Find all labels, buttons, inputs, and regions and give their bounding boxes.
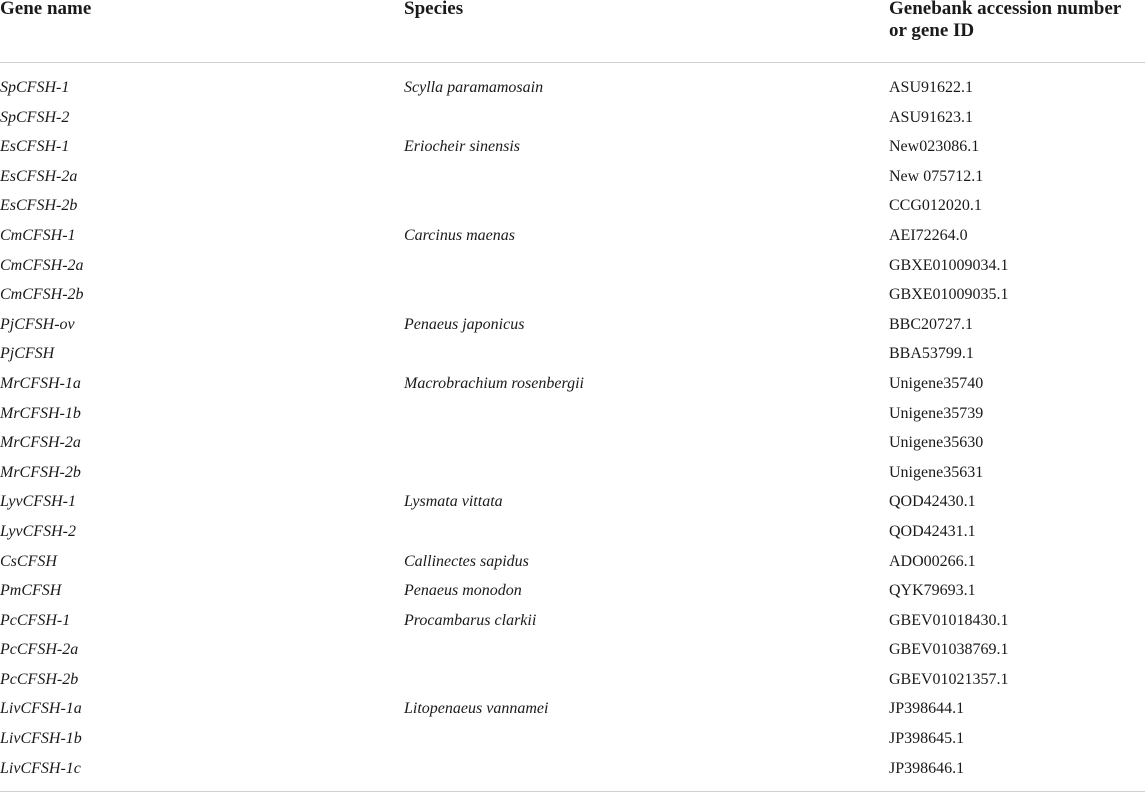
gene-name-cell: EsCFSH-1 bbox=[0, 138, 70, 156]
accession-cell: ASU91623.1 bbox=[889, 108, 974, 126]
accession-cell: BBC20727.1 bbox=[889, 315, 974, 333]
gene-name-cell: MrCFSH-1a bbox=[0, 374, 81, 392]
accession-cell: QYK79693.1 bbox=[889, 582, 976, 600]
gene-name-cell: MrCFSH-2b bbox=[0, 463, 81, 481]
header-accession bbox=[889, 0, 1145, 42]
gene-name-cell: LivCFSH-1b bbox=[0, 730, 82, 748]
gene-name-cell: PjCFSH bbox=[0, 345, 55, 363]
accession-cell: JP398644.1 bbox=[889, 700, 965, 718]
accession-cell: GBXE01009035.1 bbox=[889, 286, 1009, 304]
accession-cell: GBEV01038769.1 bbox=[889, 641, 1009, 659]
accession-cell: Unigene35739 bbox=[889, 404, 984, 422]
gene-name-cell: PcCFSH-2a bbox=[0, 641, 79, 659]
gene-name-cell: SpCFSH-2 bbox=[0, 108, 70, 126]
table-row bbox=[0, 694, 1145, 724]
gene-name-cell: SpCFSH-1 bbox=[0, 79, 70, 96]
table-row bbox=[0, 280, 1145, 310]
gene-name-cell: LyvCFSH-1 bbox=[0, 493, 76, 511]
species-cell: Scylla paramamosain bbox=[404, 79, 544, 96]
table-row bbox=[0, 310, 1145, 340]
header-gene-name: Gene name bbox=[0, 0, 92, 19]
species-cell: Litopenaeus vannamei bbox=[404, 700, 549, 718]
accession-cell: ASU91622.1 bbox=[889, 79, 974, 96]
table-row bbox=[0, 724, 1145, 754]
table-row bbox=[0, 191, 1145, 221]
species-cell: Lysmata vittata bbox=[404, 493, 503, 511]
species-cell: Eriocheir sinensis bbox=[404, 138, 520, 156]
table-row bbox=[0, 369, 1145, 399]
table-row bbox=[0, 754, 1145, 784]
accession-cell: Unigene35630 bbox=[889, 434, 984, 452]
accession-cell: GBEV01021357.1 bbox=[889, 670, 1009, 688]
table-row bbox=[0, 221, 1145, 251]
gene-name-cell: PmCFSH bbox=[0, 582, 62, 600]
accession-cell: JP398645.1 bbox=[889, 730, 965, 748]
gene-name-cell: PcCFSH-1 bbox=[0, 611, 71, 629]
accession-cell: AEI72264.0 bbox=[889, 226, 968, 244]
gene-name-cell: PcCFSH-2b bbox=[0, 670, 79, 688]
gene-name-cell: CmCFSH-1 bbox=[0, 226, 76, 244]
species-cell: Callinectes sapidus bbox=[404, 552, 529, 570]
gene-name-cell: LivCFSH-1c bbox=[0, 759, 81, 777]
table-row bbox=[0, 103, 1145, 133]
header-accession-line2: or gene ID bbox=[889, 20, 975, 41]
gene-name-cell: MrCFSH-2a bbox=[0, 434, 81, 452]
table-row bbox=[0, 606, 1145, 636]
bottom-rule bbox=[0, 791, 1145, 792]
gene-name-cell: LivCFSH-1a bbox=[0, 700, 82, 718]
table-row bbox=[0, 428, 1145, 458]
accession-cell: New 075712.1 bbox=[889, 167, 984, 185]
species-cell: Penaeus monodon bbox=[404, 582, 522, 600]
table-row bbox=[0, 517, 1145, 547]
header-species: Species bbox=[404, 0, 464, 19]
accession-cell: BBA53799.1 bbox=[889, 345, 974, 363]
table-body bbox=[0, 73, 1145, 783]
table-row bbox=[0, 547, 1145, 577]
table-row bbox=[0, 487, 1145, 517]
header-accession-line1: Genebank accession number bbox=[889, 0, 1122, 19]
accession-cell: CCG012020.1 bbox=[889, 197, 982, 215]
accession-cell: QOD42430.1 bbox=[889, 493, 976, 511]
table-row bbox=[0, 458, 1145, 488]
table-row bbox=[0, 162, 1145, 192]
gene-name-cell: LyvCFSH-2 bbox=[0, 522, 76, 540]
gene-name-cell: CmCFSH-2b bbox=[0, 286, 84, 304]
species-cell: Penaeus japonicus bbox=[404, 315, 525, 333]
accession-cell: Unigene35740 bbox=[889, 374, 984, 392]
table-row bbox=[0, 132, 1145, 162]
table-row bbox=[0, 251, 1145, 281]
accession-cell: ADO00266.1 bbox=[889, 552, 976, 570]
accession-cell: JP398646.1 bbox=[889, 759, 965, 777]
table-header bbox=[0, 0, 1145, 63]
gene-name-cell: CmCFSH-2a bbox=[0, 256, 84, 274]
species-cell: Macrobrachium rosenbergii bbox=[404, 374, 584, 392]
gene-name-cell: MrCFSH-1b bbox=[0, 404, 81, 422]
gene-name-cell: PjCFSH-ov bbox=[0, 315, 75, 333]
gene-name-cell: EsCFSH-2a bbox=[0, 167, 78, 185]
accession-cell: GBXE01009034.1 bbox=[889, 256, 1009, 274]
gene-name-cell: EsCFSH-2b bbox=[0, 197, 78, 215]
table-row bbox=[0, 635, 1145, 665]
table-row bbox=[0, 399, 1145, 429]
accession-cell: QOD42431.1 bbox=[889, 522, 976, 540]
table-row bbox=[0, 576, 1145, 606]
species-cell: Carcinus maenas bbox=[404, 226, 515, 244]
species-cell: Procambarus clarkii bbox=[404, 611, 537, 629]
table-row bbox=[0, 339, 1145, 369]
accession-cell: Unigene35631 bbox=[889, 463, 984, 481]
accession-cell: New023086.1 bbox=[889, 138, 980, 156]
table-row bbox=[0, 73, 1145, 103]
gene-name-cell: CsCFSH bbox=[0, 552, 57, 570]
accession-cell: GBEV01018430.1 bbox=[889, 611, 1009, 629]
table-row bbox=[0, 665, 1145, 695]
